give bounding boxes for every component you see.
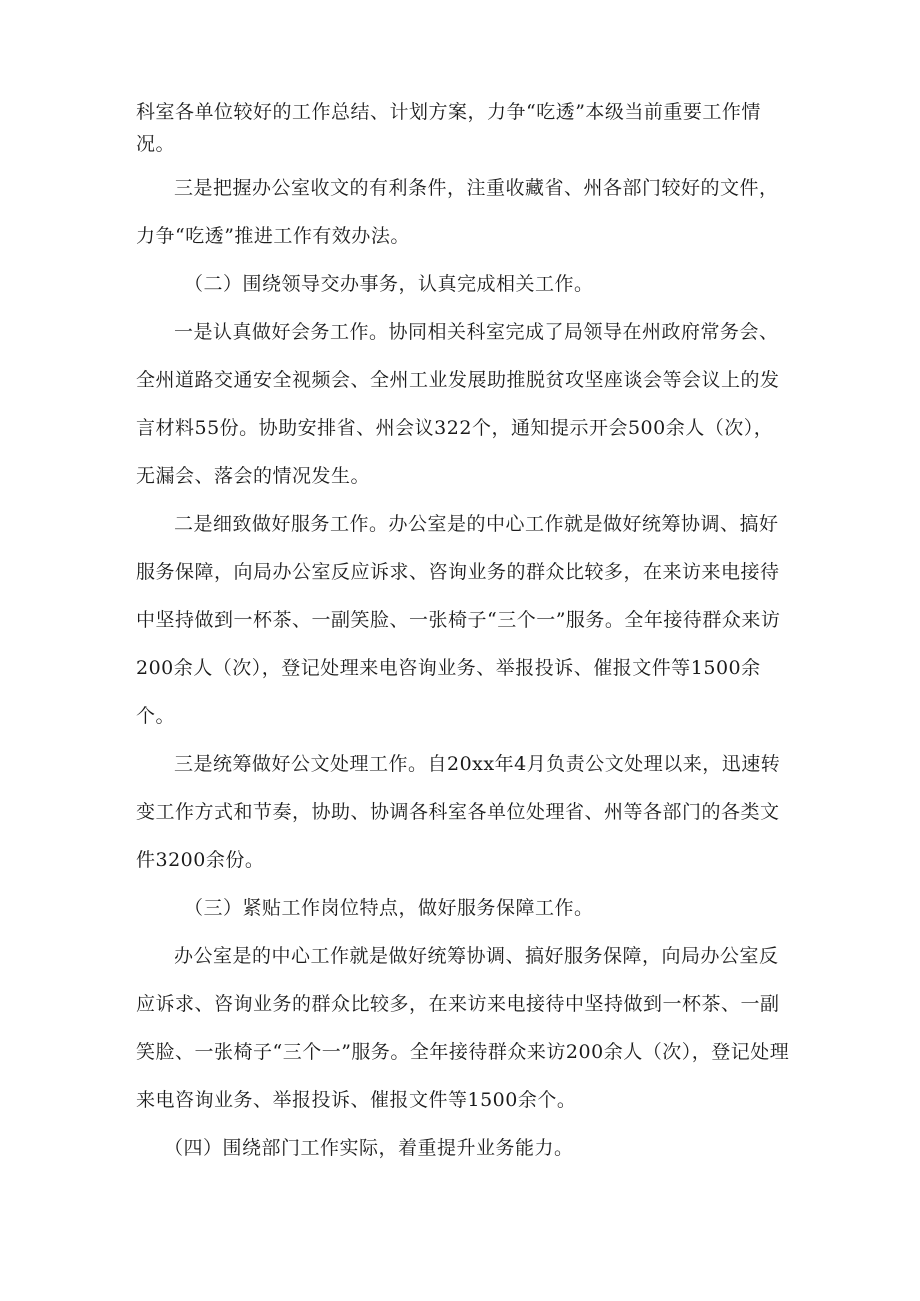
section-heading-3: （三）紧贴工作岗位特点，做好服务保障工作。 (184, 897, 594, 919)
paragraph-meeting-work: 一是认真做好会务工作。协同相关科室完成了局领导在州政府常务会、全州道路交通安全视频会、全州工业发展助推脱贫攻坚座谈会等会议上的发言材料55份。协助安排省、州会议322个，通知提示开会500余人（次），无漏会、落会的情况发生。 (136, 321, 780, 487)
paragraph-continuation: 科室各单位较好的工作总结、计划方案，力争“吃透”本级当前重要工作情况。 (136, 101, 761, 155)
paragraph-point-three: 三是把握办公室收文的有利条件，注重收藏省、州各部门较好的文件，力争“吃透”推进工作有效办法。 (136, 177, 779, 247)
paragraph-document-handling: 三是统筹做好公文处理工作。自20xx年4月负责公文处理以来，迅速转变工作方式和节奏，协助、协调各科室各单位处理省、州等各部门的各类文件3200余份。 (136, 753, 781, 871)
paragraph-service-support: 办公室是的中心工作就是做好统筹协调、搞好服务保障，向局办公室反应诉求、咨询业务的群众比较多，在来访来电接待中坚持做到一杯茶、一副笑脸、一张椅子“三个一”服务。全年接待群众来访200余人（次），登记处理来电咨询业务、举报投诉、催报文件等1500余个。 (136, 945, 790, 1111)
section-heading-2: （二）围绕领导交办事务，认真完成相关工作。 (184, 273, 594, 295)
paragraph-service-work: 二是细致做好服务工作。办公室是的中心工作就是做好统筹协调、搞好服务保障，向局办公室反应诉求、咨询业务的群众比较多，在来访来电接待中坚持做到一杯茶、一副笑脸、一张椅子“三个一”服务。全年接待群众来访200余人（次），登记处理来电咨询业务、举报投诉、催报文件等1500余个。 (136, 513, 781, 727)
section-heading-4: （四）围绕部门工作实际，着重提升业务能力。 (164, 1137, 574, 1159)
